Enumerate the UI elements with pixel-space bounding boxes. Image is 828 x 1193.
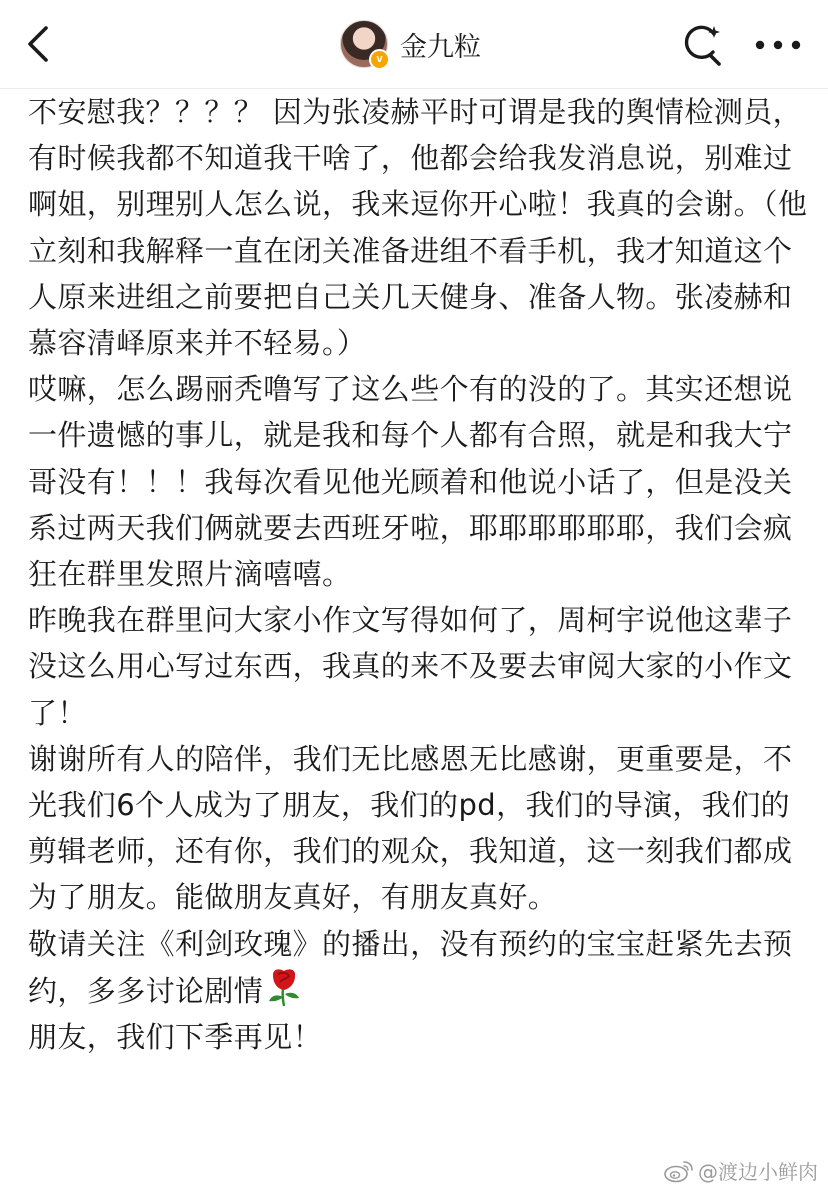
weibo-logo-icon <box>664 1159 694 1183</box>
search-icon <box>678 22 724 68</box>
more-dots-icon <box>754 39 802 51</box>
post-paragraph-6: 朋友，我们下季再见！ <box>28 1020 323 1055</box>
verified-badge: v <box>369 49 390 70</box>
watermark <box>664 1156 818 1185</box>
top-nav-bar <box>0 0 828 89</box>
profile-header[interactable] <box>340 18 481 70</box>
post-paragraph-4: 谢谢所有人的陪伴，我们无比感恩无比感谢，更重要是，不光我们6个人成为了朋友，我们的pd，我们的导演，我们的剪辑老师，还有你，我们的观众，我知道，这一刻我们都成为了朋友。能做朋友真好，有朋友真好。 <box>28 741 793 915</box>
search-button[interactable] <box>676 20 726 70</box>
post-paragraph-5-text: 敬请关注《利剑玫瑰》的播出，没有预约的宝宝赶紧先去预约，多多讨论剧情 <box>28 926 793 1008</box>
post-paragraph-5 <box>28 921 808 1014</box>
post-paragraph-1: 不安慰我？？？？ 因为张凌赫平时可谓是我的舆情检测员，有时候我都不知道我干啥了，他都会给我发消息说，别难过啊姐，别理别人怎么说，我来逗你开心啦！我真的会谢。（他立刻和我解释一直在闭关准备进组不看手机，我才知道这个人原来进组之前要把自己关几天健身、准备人物。张凌赫和慕容清峄原来并不轻易。） <box>28 95 808 361</box>
username[interactable]: 金九粒 <box>400 31 481 63</box>
avatar[interactable] <box>340 20 388 68</box>
watermark-text: @渡边小鲜肉 <box>698 1160 818 1184</box>
rose-icon <box>267 967 301 1007</box>
post-content <box>28 89 808 1060</box>
back-button[interactable] <box>14 20 62 68</box>
post-paragraph-2: 哎嘛，怎么踢丽秃噜写了这么些个有的没的了。其实还想说一件遗憾的事儿，就是我和每个人都有合照，就是和我大宁哥没有！！！我每次看见他光顾着和他说小话了，但是没关系过两天我们俩就要去西班牙啦，耶耶耶耶耶耶，我们会疯狂在群里发照片滴嘻嘻。 <box>28 372 793 592</box>
post-paragraph-3: 昨晚我在群里问大家小作文写得如何了，周柯宇说他这辈子没这么用心写过东西，我真的来不及要去审阅大家的小作文了！ <box>28 603 793 730</box>
more-button[interactable] <box>748 20 808 70</box>
chevron-left-icon <box>24 24 52 64</box>
